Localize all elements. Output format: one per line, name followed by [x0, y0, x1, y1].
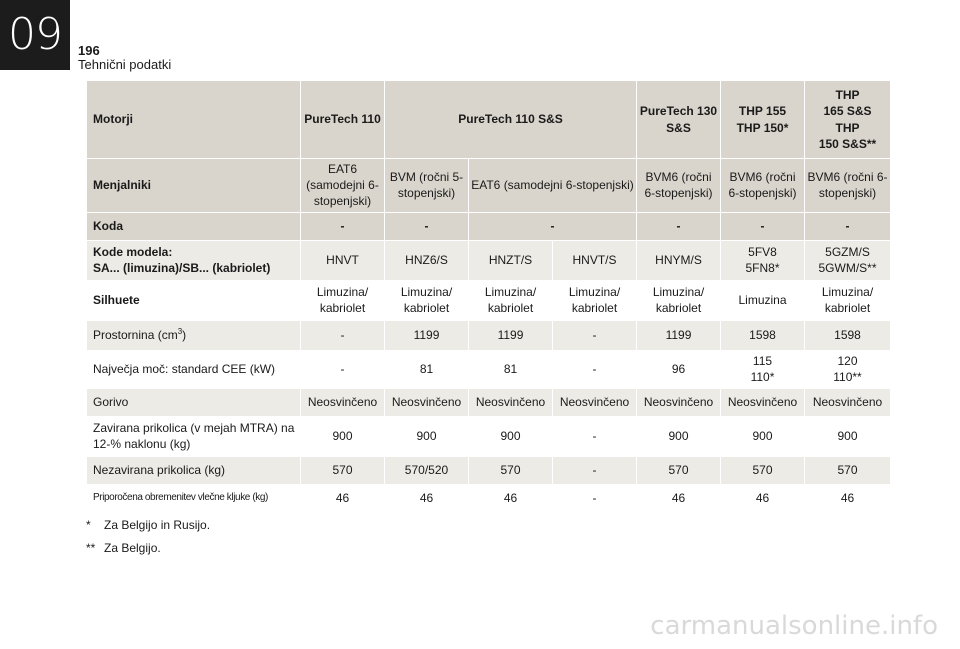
moc-7-b: 110**: [833, 370, 862, 385]
model-code-3: HNZT/S: [469, 240, 553, 280]
moc-7-a: 120: [837, 353, 858, 368]
obremenitev-1: 46: [301, 484, 385, 512]
label-silhuete: Silhuete: [87, 280, 301, 320]
engine-spec-table: [86, 80, 891, 513]
gorivo-4: Neosvinčeno: [553, 388, 637, 416]
engine-puretech-130-ss: PureTech 130 S&S: [637, 81, 721, 159]
silhueta-3: Limuzina/ kabriolet: [469, 280, 553, 320]
prostornina-6: 1598: [721, 320, 805, 350]
gorivo-5: Neosvinčeno: [637, 388, 721, 416]
zavirana-2: 900: [385, 416, 469, 456]
nezavirana-6: 570: [721, 456, 805, 484]
row-koda: [87, 212, 891, 240]
moc-4: -: [553, 350, 637, 388]
moc-3: 81: [469, 350, 553, 388]
model-code-4: HNVT/S: [553, 240, 637, 280]
gearbox-1: EAT6 (samodejni 6-stopenjski): [301, 159, 385, 213]
moc-6-b: 110*: [750, 370, 775, 385]
nezavirana-4: -: [553, 456, 637, 484]
model-code-2: HNZ6/S: [385, 240, 469, 280]
gorivo-3: Neosvinčeno: [469, 388, 553, 416]
row-nezavirana: [87, 456, 891, 484]
koda-3: -: [469, 212, 637, 240]
row-motorji: [87, 81, 891, 159]
obremenitev-7: 46: [805, 484, 891, 512]
label-zavirana: Zavirana prikolica (v mejah MTRA) na 12-% naklonu (kg): [87, 416, 301, 456]
chapter-number: 09: [0, 0, 70, 70]
model-code-7: [805, 240, 891, 280]
koda-6: -: [805, 212, 891, 240]
page-number: 196: [78, 43, 100, 58]
gorivo-1: Neosvinčeno: [301, 388, 385, 416]
model-code-7-b: 5GWM/S**: [818, 261, 877, 276]
label-kode-modela-a: Kode modela:: [93, 244, 173, 259]
engine-thp-165: [805, 81, 891, 159]
engine-thp-155-a: THP 155: [738, 104, 787, 119]
prostornina-5: 1199: [637, 320, 721, 350]
zavirana-5: 900: [637, 416, 721, 456]
label-prostornina-text: Prostornina (cm: [93, 327, 178, 342]
prostornina-7: 1598: [805, 320, 891, 350]
row-moc: [87, 350, 891, 388]
gorivo-6: Neosvinčeno: [721, 388, 805, 416]
engine-thp-155: [721, 81, 805, 159]
model-code-6-a: 5FV8: [748, 244, 777, 259]
label-nezavirana: Nezavirana prikolica (kg): [87, 456, 301, 484]
label-prostornina-end: ): [182, 327, 187, 342]
zavirana-3: 900: [469, 416, 553, 456]
label-prostornina-sup: 3: [177, 326, 183, 336]
koda-5: -: [721, 212, 805, 240]
label-obremenitev: Priporočena obremenitev vlečne kljuke (kg): [87, 484, 301, 512]
label-moc: Največja moč: standard CEE (kW): [87, 350, 301, 388]
zavirana-1: 900: [301, 416, 385, 456]
obremenitev-5: 46: [637, 484, 721, 512]
model-code-6: [721, 240, 805, 280]
row-zavirana: [87, 416, 891, 456]
model-code-7-a: 5GZM/S: [825, 244, 870, 259]
engine-puretech-110: PureTech 110: [301, 81, 385, 159]
nezavirana-3: 570: [469, 456, 553, 484]
label-menjalniki: Menjalniki: [87, 159, 301, 213]
gorivo-2: Neosvinčeno: [385, 388, 469, 416]
row-obremenitev: [87, 484, 891, 512]
engine-thp-155-b: THP 150*: [736, 120, 789, 135]
gorivo-7: Neosvinčeno: [805, 388, 891, 416]
silhueta-2: Limuzina/ kabriolet: [385, 280, 469, 320]
row-prostornina: [87, 320, 891, 350]
zavirana-7: 900: [805, 416, 891, 456]
model-code-5: HNYM/S: [637, 240, 721, 280]
gearbox-3: EAT6 (samodejni 6-stopenjski): [469, 159, 637, 213]
gearbox-5: BVM6 (ročni 6-stopenjski): [721, 159, 805, 213]
footnote-2-mark: **: [86, 541, 96, 555]
row-menjalniki: [87, 159, 891, 213]
koda-2: -: [385, 212, 469, 240]
footnote-1-mark: *: [86, 518, 91, 532]
silhueta-6: Limuzina: [721, 280, 805, 320]
obremenitev-6: 46: [721, 484, 805, 512]
engine-thp-165-b: 165 S&S: [823, 104, 872, 119]
zavirana-4: -: [553, 416, 637, 456]
silhueta-4: Limuzina/ kabriolet: [553, 280, 637, 320]
obremenitev-2: 46: [385, 484, 469, 512]
label-kode-modela-b: SA... (limuzina)/SB... (kabriolet): [93, 261, 271, 276]
row-silhuete: [87, 280, 891, 320]
section-title: Tehnični podatki: [78, 57, 172, 72]
obremenitev-3: 46: [469, 484, 553, 512]
moc-6-a: 115: [752, 353, 773, 368]
silhueta-1: Limuzina/ kabriolet: [301, 280, 385, 320]
nezavirana-1: 570: [301, 456, 385, 484]
moc-5: 96: [637, 350, 721, 388]
gearbox-6: BVM6 (ročni 6-stopenjski): [805, 159, 891, 213]
prostornina-3: 1199: [469, 320, 553, 350]
watermark: carmanualsonline.info: [650, 611, 938, 641]
obremenitev-4: -: [553, 484, 637, 512]
prostornina-2: 1199: [385, 320, 469, 350]
prostornina-4: -: [553, 320, 637, 350]
label-gorivo: Gorivo: [87, 388, 301, 416]
label-prostornina: [87, 320, 301, 350]
gearbox-2: BVM (ročni 5-stopenjski): [385, 159, 469, 213]
footnote-2: [86, 541, 161, 555]
label-motorji: Motorji: [87, 81, 301, 159]
footnote-1: [86, 518, 210, 532]
nezavirana-5: 570: [637, 456, 721, 484]
footnote-1-text: Za Belgijo in Rusijo.: [104, 518, 211, 532]
koda-1: -: [301, 212, 385, 240]
prostornina-1: -: [301, 320, 385, 350]
row-kode-modela: [87, 240, 891, 280]
engine-thp-165-a: THP: [835, 88, 860, 103]
moc-1: -: [301, 350, 385, 388]
model-code-1: HNVT: [301, 240, 385, 280]
moc-7: [805, 350, 891, 388]
engine-thp-165-c: THP: [835, 120, 860, 135]
nezavirana-2: 570/520: [385, 456, 469, 484]
label-koda: Koda: [87, 212, 301, 240]
row-gorivo: [87, 388, 891, 416]
zavirana-6: 900: [721, 416, 805, 456]
model-code-6-b: 5FN8*: [745, 261, 780, 276]
koda-4: -: [637, 212, 721, 240]
moc-6: [721, 350, 805, 388]
silhueta-7: Limuzina/ kabriolet: [805, 280, 891, 320]
silhueta-5: Limuzina/ kabriolet: [637, 280, 721, 320]
label-kode-modela: [87, 240, 301, 280]
moc-2: 81: [385, 350, 469, 388]
nezavirana-7: 570: [805, 456, 891, 484]
engine-thp-165-d: 150 S&S**: [818, 136, 877, 151]
gearbox-4: BVM6 (ročni 6-stopenjski): [637, 159, 721, 213]
footnote-2-text: Za Belgijo.: [104, 541, 161, 555]
engine-puretech-110-ss: PureTech 110 S&S: [385, 81, 637, 159]
